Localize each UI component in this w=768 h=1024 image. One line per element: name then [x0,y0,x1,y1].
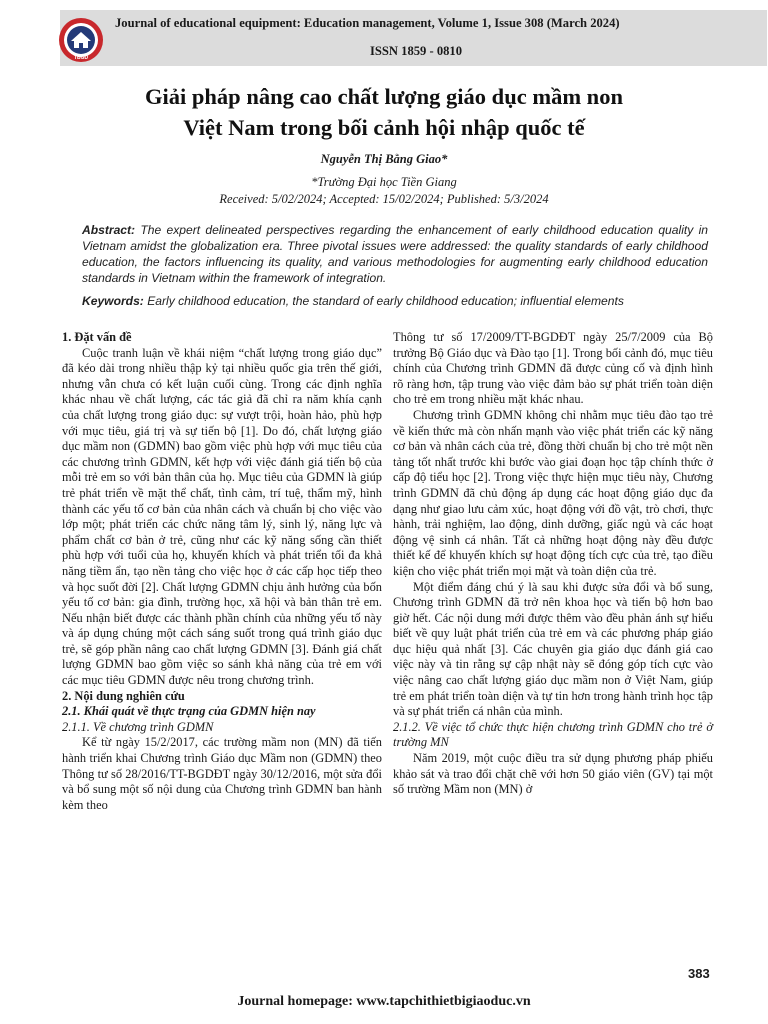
paragraph: Một điểm đáng chú ý là sau khi được sửa đổi và bổ sung, Chương trình GDMN đã trở nên khoa học và tiến bộ hơn bao giờ hết. Các nội dung mới được thêm vào đều phản ánh sự hiểu biết về quy luật phát triển của trẻ em và các phương pháp giáo dục hiệu quả nhất [3]. Các chuyên gia giáo dục đánh giá cao việc này và tin rằng sự cập nhật này sẽ đóng góp tích cực vào việc nâng cao chất lượng giáo dục mầm non ở Việt Nam, giúp trẻ em phát triển toàn diện và tự tin hơn trong hành trình học tập và sự phát triển cá nhân của mình. [393,579,713,719]
subsubsection-heading-2-1-2: 2.1.2. Về việc tổ chức thực hiện chương trình GDMN cho trẻ ở trường MN [393,719,713,750]
svg-text:TBGD: TBGD [73,55,89,61]
keywords-label: Keywords: [82,294,144,308]
publication-dates: Received: 5/02/2024; Accepted: 15/02/2024; Published: 5/3/2024 [219,192,549,206]
issn: ISSN 1859 - 0810 [370,44,463,58]
title-line-1: Giải pháp nâng cao chất lượng giáo dục mầm non [145,84,623,109]
journal-citation: Journal of educational equipment: Education management, Volume 1, Issue 308 (March 2024) [115,16,620,30]
left-column [62,330,382,813]
paragraph: Thông tư số 17/2009/TT-BGDĐT ngày 25/7/2009 của Bộ trưởng Bộ Giáo dục và Đào tạo [1]. Trong bối cảnh đó, mục tiêu chính của Chương trình GDMN đã được củng cố và định hình rõ ràng hơn, tập trung vào việc đảm bảo sự phát triển toàn diện cho trẻ em trong nhiều mặt khác nhau. [393,330,713,407]
paragraph: Năm 2019, một cuộc điều tra sử dụng phương pháp phiếu khảo sát và trao đổi chặt chẽ với hơn 50 giáo viên (GV) tại một số trường Mầm non (MN) ở [393,751,713,797]
author: Nguyễn Thị Bằng Giao* [320,152,448,166]
section-heading-1: 1. Đặt vấn đề [62,330,132,344]
page-number: 383 [688,966,710,981]
abstract-label: Abstract: [82,223,136,237]
keywords-text: Early childhood education, the standard of early childhood education; influential elements [147,294,624,308]
paragraph: Cuộc tranh luận về khái niệm “chất lượng trong giáo dục” đã kéo dài trong nhiều thập kỷ tại nhiều quốc gia trên thế giới, nhưng vẫn chưa có kết luận cuối cùng. Trong các định nghĩa khác nhau về chất lượng, các tác giả đã chỉ ra năm khía cạnh của chất lượng trong giáo dục: sự vượt trội, hoàn hảo, phù hợp với mục tiêu, giá trị và sự tiến bộ [1]. Do đó, chất lượng giáo dục mầm non (GDMN) bao gồm việc phù hợp với mục tiêu của các chương trình GDMN, kết hợp với việc đánh giá tiến bộ của mỗi trẻ em so với bản thân của họ. Mục tiêu của GDMN là giúp trẻ phát triển về mặt thể chất, tình cảm, trí tuệ, thẩm mỹ, hình thành các yếu tố cơ bản của nhân cách và chuẩn bị cho việc vào lớp một; phát triển các chức năng tâm lý, sinh lý, năng lực và phẩm chất cơ bản ở trẻ, cũng như các kỹ năng sống cần thiết phù hợp với tuổi của họ, khuyến khích và phát triển tối đa khả năng tiềm ẩn, tạo nền tảng cho việc học ở các cấp học tiếp theo và học suốt đời [2]. Chất lượng GDMN chịu ảnh hưởng của bốn yếu tố cơ bản: gia đình, trường học, xã hội và bản thân trẻ em. Nếu nhận biết được các thành phần chính của những yếu tố này và áp dụng chúng một cách sáng suốt trong quá trình giáo dục trẻ, sẽ góp phần nâng cao chất lượng GDMN [3]. Đánh giá chất lượng GDMN bao gồm việc so sánh khả năng của trẻ em với các mục tiêu GDMN được nêu trong chương trình. [62,345,382,688]
paragraph: Chương trình GDMN không chỉ nhằm mục tiêu đào tạo trẻ về kiến thức mà còn nhấn mạnh vào việc phát triển các kỹ năng cơ bản và nhân cách của trẻ, đồng thời chuẩn bị cho trẻ một nền tảng tốt nhất trước khi bước vào giai đoạn học tập chính thức ở cấp độ tiểu học [2]. Trong việc thực hiện mục tiêu này, Chương trình GDMN đã chủ động áp dụng các hoạt động giáo dục đa dạng như giao lưu cảm xúc, hoạt động với đồ vật, trò chơi, thực hành, trải nghiệm, lao động, dinh dưỡng, giấc ngủ và các hoạt động vệ sinh cá nhân. Tất cả những hoạt động này đều được thiết kế để khuyến khích sự hoạt động tích cực của trẻ, tạo điều kiện cho việc phát triển mọi mặt và toàn diện của trẻ. [393,407,713,578]
section-heading-2: 2. Nội dung nghiên cứu [62,688,185,703]
abstract [82,222,708,286]
abstract-text: The expert delineated perspectives regarding the enhancement of early childhood education quality in Vietnam amidst the globalization era. Three pivotal issues were addressed: the quality standards of early childhood education, the factors influencing its quality, and various methodologies for augmenting early childhood education standards in Vietnam within the framework of integration. [82,223,708,285]
article-title [0,81,768,143]
right-column [393,330,713,798]
affiliation: *Trường Đại học Tiền Giang [311,175,457,189]
keywords [82,293,722,309]
title-line-2: Việt Nam trong bối cảnh hội nhập quốc tế [183,115,585,140]
journal-homepage: Journal homepage: www.tapchithietbigiaoduc.vn [237,994,531,1009]
journal-logo-icon [58,17,104,63]
paragraph: Kể từ ngày 15/2/2017, các trường mầm non (MN) đã tiến hành triển khai Chương trình Giáo dục Mầm non (GDMN) theo Thông tư số 28/2016/TT-BGDĐT ngày 30/12/2016, một sửa đổi và bổ sung một số nội dung của Chương trình GDMN ban hành kèm theo [62,735,382,812]
subsubsection-heading-2-1-1: 2.1.1. Về chương trình GDMN [62,719,214,734]
subsection-heading-2-1: 2.1. Khái quát về thực trạng của GDMN hiện nay [62,704,316,719]
